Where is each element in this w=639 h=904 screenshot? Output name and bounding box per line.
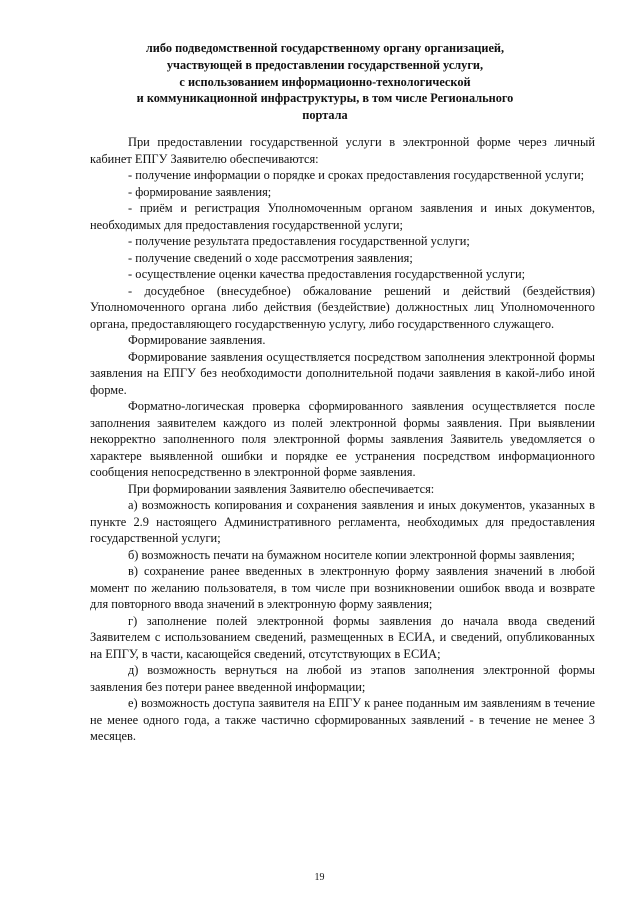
list-item: - досудебное (внесудебное) обжалование решений и действий (бездействия) Уполномоченного органа либо действия (бездействие) должностных лиц Уполномоченного органа, предоставляющего государственную услугу, либо государственного служащего. <box>90 283 595 331</box>
heading-line: участвующей в предоставлении государственной услуги, <box>166 57 484 72</box>
heading-line: с использованием информационно-технологической <box>179 74 471 89</box>
lettered-item: г) заполнение полей электронной формы заявления до начала ввода сведений Заявителем с использованием сведений, размещенных в ЕСИА, и сведений, опубликованных на ЕПГУ, в части, касающейся сведений, отсутствующих в ЕСИА; <box>90 613 595 661</box>
lettered-item: е) возможность доступа заявителя на ЕПГУ к ранее поданным им заявлениям в течение не менее одного года, а также частично сформированных заявлений - в течение не менее 3 месяцев. <box>90 696 595 743</box>
paragraph: Форматно-логическая проверка сформированного заявления осуществляется после заполнения заявителем каждого из полей электронной формы заявления. При выявлении некорректно заполненного поля электронной формы заявления Заявитель уведомляется о характере выявленной ошибки и порядке ее устранения посредством информационного сообщения непосредственно в электронной форме заявления. <box>90 399 595 479</box>
heading-line: портала <box>302 108 348 123</box>
lettered-item: б) возможность печати на бумажном носителе копии электронной формы заявления; <box>128 547 575 562</box>
list-item: - формирование заявления; <box>128 184 272 199</box>
heading-line: либо подведомственной государственному органу организацией, <box>145 41 505 55</box>
list-item: - получение информации о порядке и сроках предоставления государственной услуги; <box>128 168 585 182</box>
paragraph: При формировании заявления Заявителю обеспечивается: <box>128 481 435 496</box>
lettered-item: в) сохранение ранее введенных в электронную форму заявления значений в любой момент по желанию пользователя, в том числе при возникновении ошибок ввода и возврате для повторного ввода значений в электронную форму заявления; <box>90 564 595 611</box>
list-item: - приём и регистрация Уполномоченным органом заявления и иных документов, необходимых для предоставления государственной услуги; <box>90 201 595 232</box>
lettered-item: а) возможность копирования и сохранения заявления и иных документов, указанных в пункте 2.9 настоящего Административного регламента, необходимых для предоставления государственной услуги; <box>90 498 595 545</box>
intro-paragraph: При предоставлении государственной услуги в электронной форме через личный кабинет ЕПГУ Заявителю обеспечиваются: <box>90 135 595 166</box>
subheading-paragraph: Формирование заявления. <box>128 333 266 347</box>
paragraph: Формирование заявления осуществляется посредством заполнения электронной формы заявления на ЕПГУ без необходимости дополнительной подачи заявления в какой-либо иной форме. <box>90 349 595 397</box>
lettered-item: д) возможность вернуться на любой из этапов заполнения электронной формы заявления без потери ранее введенной информации; <box>90 663 595 694</box>
list-item: - получение сведений о ходе рассмотрения заявления; <box>128 250 413 265</box>
section-heading <box>90 40 560 124</box>
body-text <box>90 134 595 745</box>
list-item: - получение результата предоставления государственной услуги; <box>128 234 470 248</box>
page-number: 19 <box>314 872 325 883</box>
list-item: - осуществление оценки качества предоставления государственной услуги; <box>128 267 526 281</box>
heading-line: и коммуникационной инфраструктуры, в том числе Регионального <box>136 91 514 106</box>
